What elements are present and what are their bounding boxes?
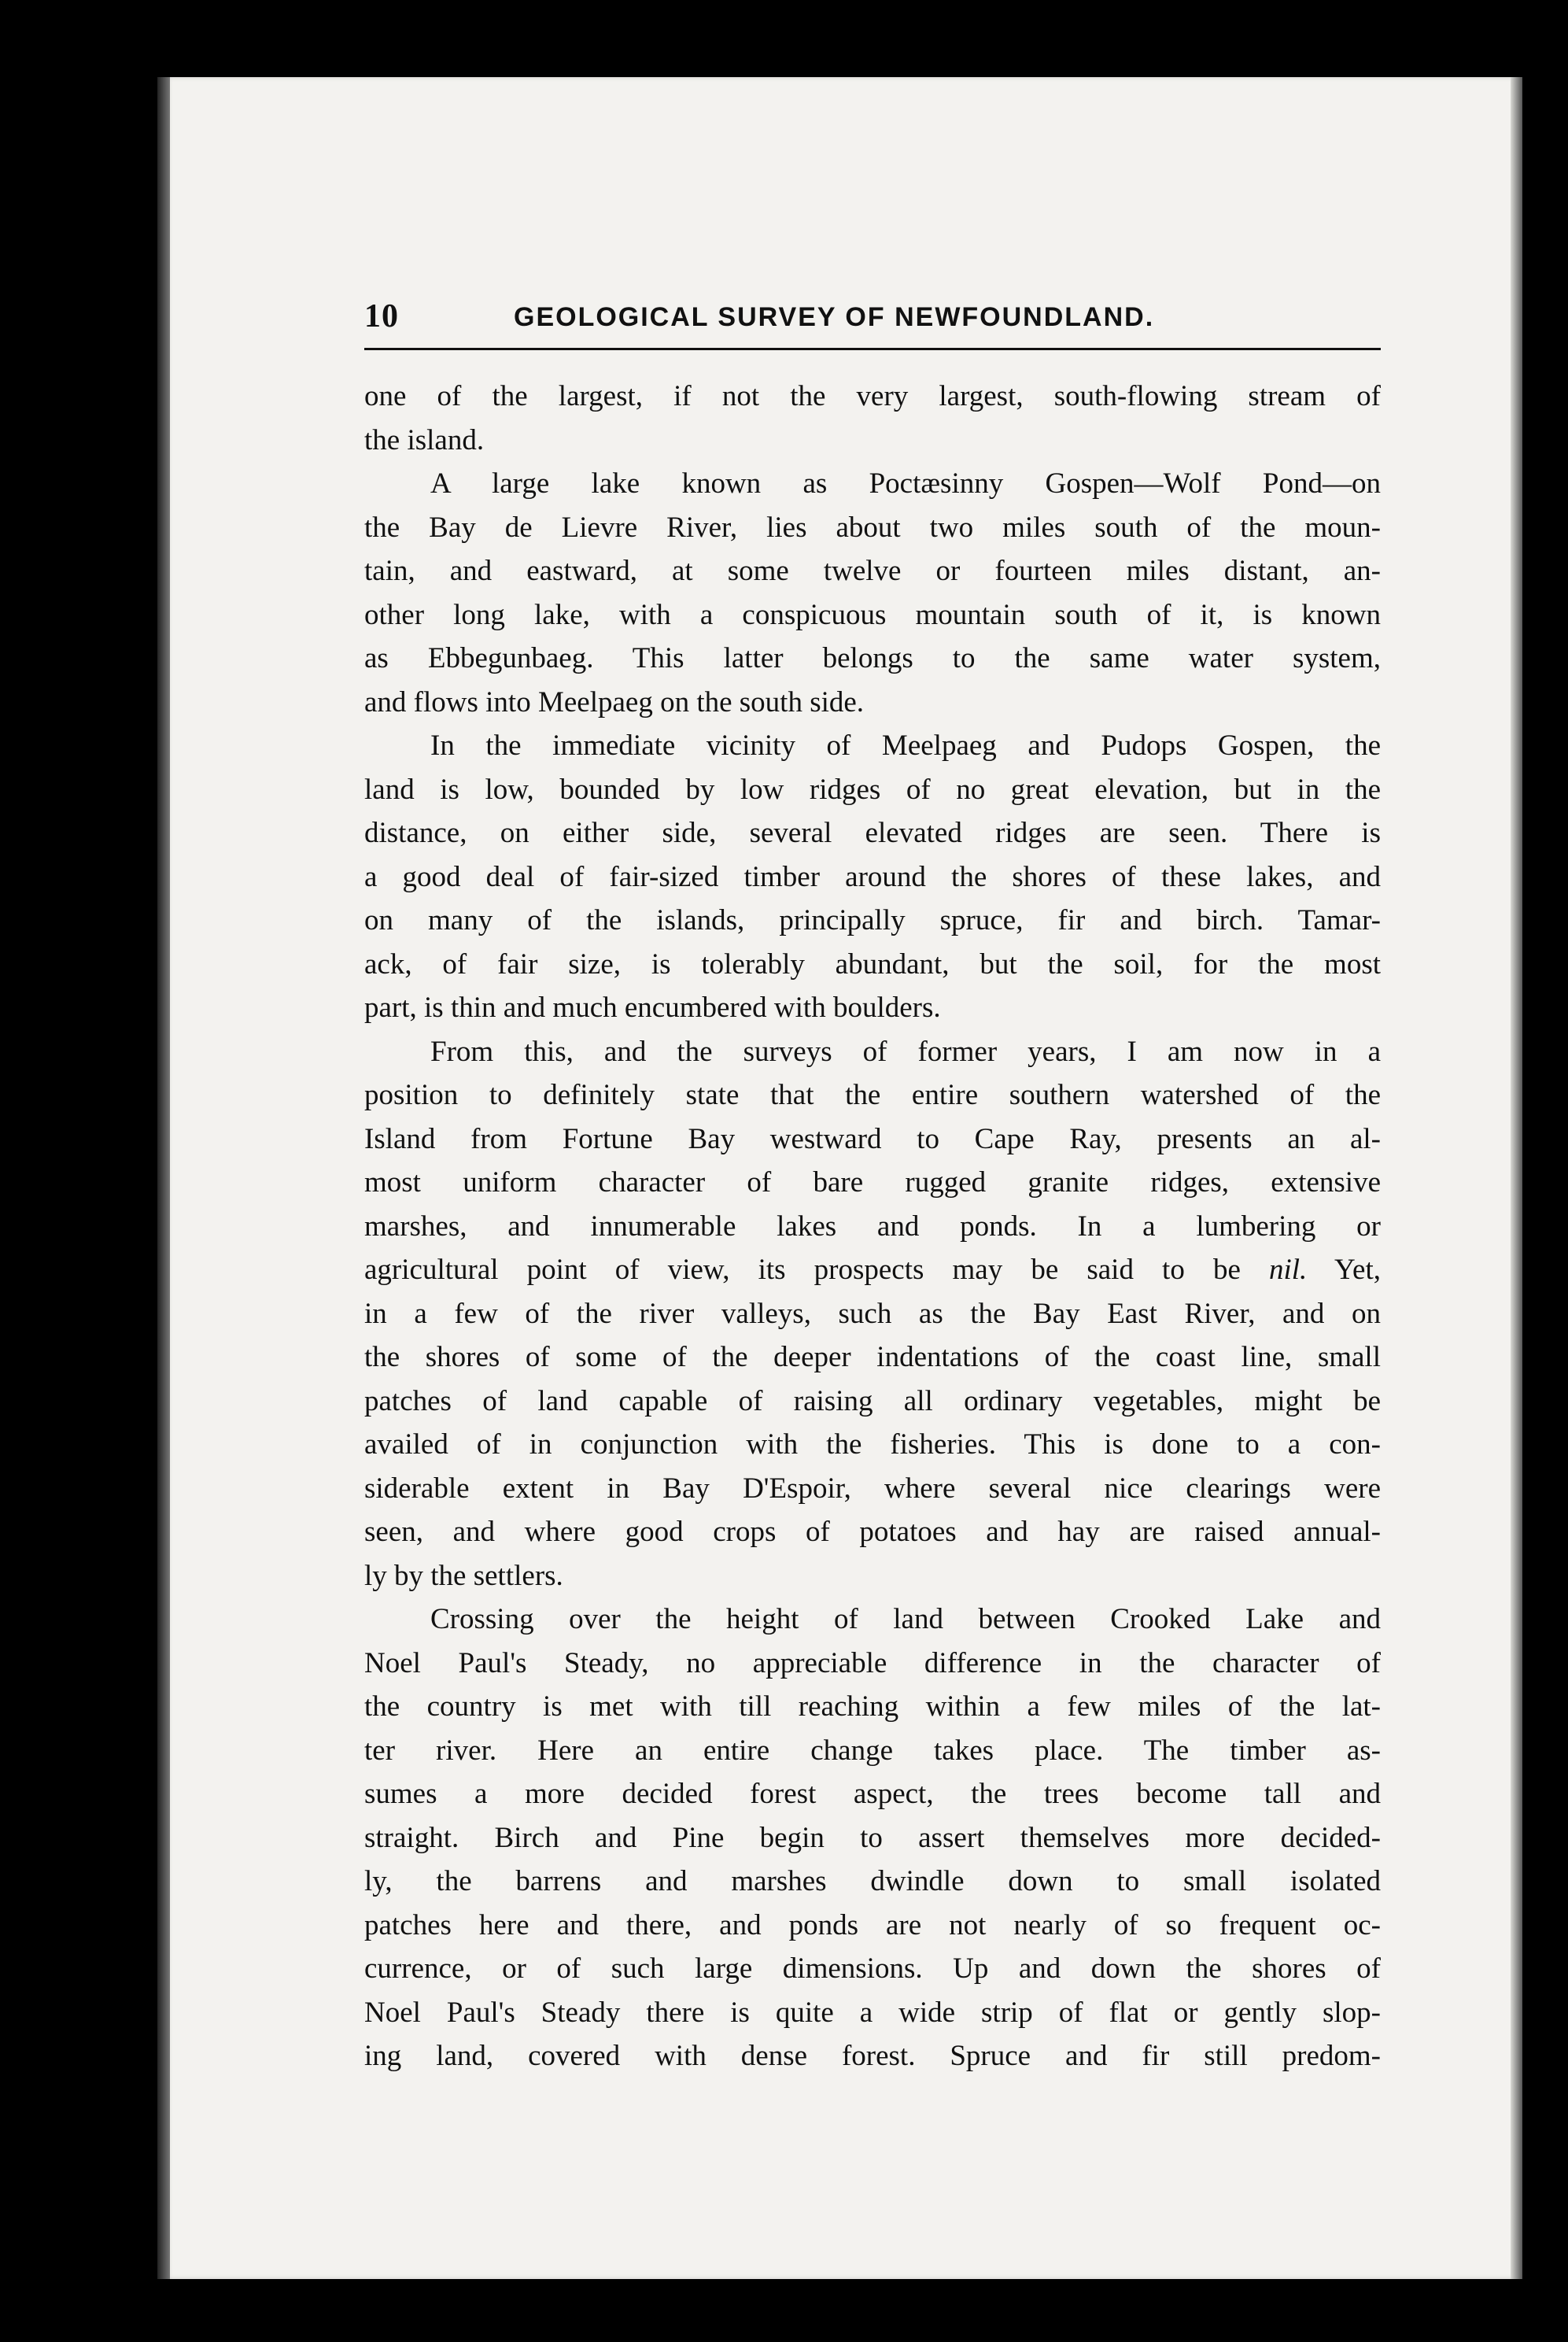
text-line: the Bay de Lievre River, lies about two miles south of the moun- <box>364 511 1381 544</box>
text-line: and flows into Meelpaeg on the south side. <box>364 685 865 718</box>
page-header <box>364 293 1381 350</box>
text-line: in a few of the river valleys, such as the Bay East River, and on <box>364 1297 1381 1330</box>
text-line: A large lake known as Poctæsinny Gospen—Wolf Pond—on <box>430 467 1381 500</box>
text-line: seen, and where good crops of potatoes and hay are raised annual- <box>364 1516 1381 1548</box>
text-line: siderable extent in Bay D'Espoir, where several nice clearings were <box>364 1472 1381 1505</box>
text-line: most uniform character of bare rugged granite ridges, extensive <box>364 1166 1381 1199</box>
text-line: Noel Paul's Steady, no appreciable difference in the character of <box>364 1646 1381 1679</box>
text-line: land is low, bounded by low ridges of no great elevation, but in the <box>364 773 1381 806</box>
text-line: ter river. Here an entire change takes place. The timber as- <box>364 1734 1381 1767</box>
text-line: position to definitely state that the entire southern watershed of the <box>364 1079 1381 1111</box>
page-number: 10 <box>364 298 399 334</box>
text-line: as Ebbegunbaeg. This latter belongs to the same water system, <box>364 642 1381 674</box>
text-line-with-italic <box>364 1248 1381 1292</box>
text-line: ack, of fair size, is tolerably abundant, but the soil, for the most <box>364 948 1381 981</box>
page-right-edge <box>1511 77 1522 2279</box>
text-line: tain, and eastward, at some twelve or fourteen miles distant, an- <box>364 555 1381 587</box>
text-line: sumes a more decided forest aspect, the trees become tall and <box>364 1778 1381 1810</box>
text-line: patches here and there, and ponds are not nearly of so frequent oc- <box>364 1908 1381 1941</box>
binding-clip-mark <box>1544 1700 1561 1771</box>
text-line: Island from Fortune Bay westward to Cape Ray, presents an al- <box>364 1122 1381 1155</box>
text-line: Crossing over the height of land between Crooked Lake and <box>430 1603 1381 1635</box>
text-line: currence, or of such large dimensions. Up and down the shores of <box>364 1952 1381 1985</box>
italic-word: nil. <box>1268 1254 1308 1286</box>
text-line: availed of in conjunction with the fisheries. This is done to a con- <box>364 1428 1381 1461</box>
text-line: the country is met with till reaching within a few miles of the lat- <box>364 1690 1381 1723</box>
scan-speck <box>570 14 579 24</box>
text-line: ly by the settlers. <box>364 1559 563 1592</box>
running-head: GEOLOGICAL SURVEY OF NEWFOUNDLAND. <box>514 302 1155 332</box>
text-line: patches of land capable of raising all ordinary vegetables, might be <box>364 1384 1381 1417</box>
text-line: straight. Birch and Pine begin to assert themselves more decided- <box>364 1821 1381 1854</box>
text-line: the shores of some of the deeper indentations of the coast line, small <box>364 1341 1381 1373</box>
text-line: a good deal of fair-sized timber around the shores of these lakes, and <box>364 860 1381 893</box>
text-fragment: agricultural point of view, its prospects may be said to be <box>364 1254 1241 1286</box>
text-line: ing land, covered with dense forest. Spruce and fir still predom- <box>364 2040 1381 2072</box>
text-line: marshes, and innumerable lakes and ponds. In a lumbering or <box>364 1210 1381 1243</box>
page-left-edge <box>157 77 170 2279</box>
binding-clip-mark <box>1544 1786 1561 1889</box>
binding-clip-mark <box>1551 504 1564 622</box>
text-fragment: Yet, <box>1307 1254 1381 1286</box>
text-line: Noel Paul's Steady there is quite a wide strip of flat or gently slop- <box>364 1996 1381 2029</box>
text-line: on many of the islands, principally spruce, fir and birch. Tamar- <box>364 904 1381 936</box>
text-line: In the immediate vicinity of Meelpaeg and Pudops Gospen, the <box>430 730 1381 762</box>
text-line: one of the largest, if not the very largest, south-flowing stream of <box>364 380 1381 412</box>
text-line: From this, and the surveys of former years, I am now in a <box>430 1035 1381 1068</box>
text-line: distance, on either side, several elevated ridges are seen. There is <box>364 817 1381 849</box>
text-line: part, is thin and much encumbered with boulders. <box>364 992 941 1024</box>
text-line: other long lake, with a conspicuous mountain south of it, is known <box>364 598 1381 631</box>
body-text <box>364 375 1381 2078</box>
text-line: the island. <box>364 423 485 456</box>
text-line: ly, the barrens and marshes dwindle down to small isolated <box>364 1865 1381 1897</box>
